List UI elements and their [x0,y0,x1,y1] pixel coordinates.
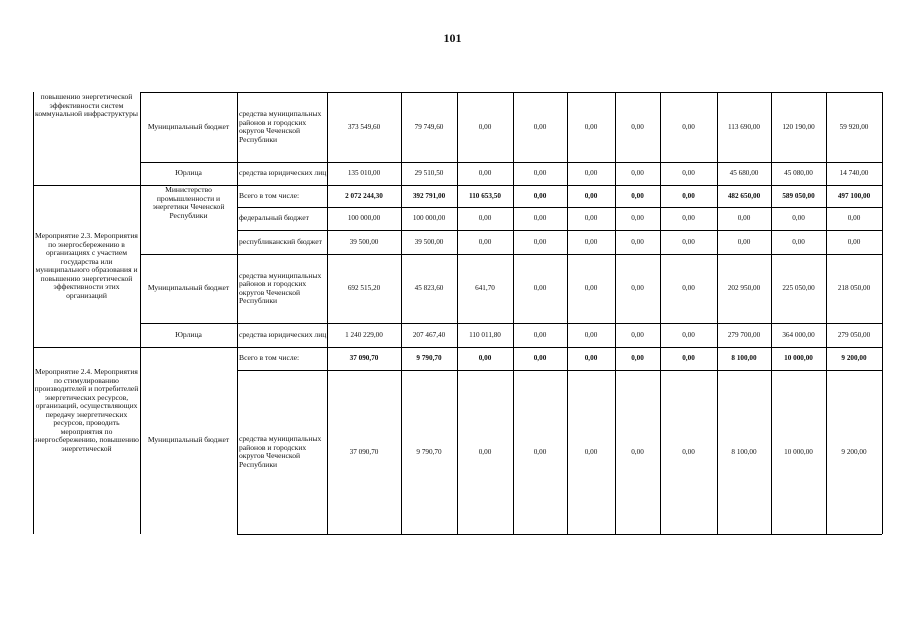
measure-cell: повышению энергетической эффективности систем коммунальной инфраструктуры [35,92,138,118]
amount-cell: 110 653,50 [469,191,501,200]
executor-cell: Юрлица [175,168,202,178]
amount-cell: 0,00 [682,354,695,363]
amount-cell: 225 050,00 [782,284,815,293]
amount-cell: 0,00 [847,237,861,246]
executor-cell: Юрлица [175,329,202,339]
amount-cell: 392 791,00 [412,191,446,200]
amount-cell: 0,00 [533,354,547,363]
executor-cell: Министерство промышленности и энергетики Чеченской Республики [152,185,225,220]
grid-line [567,92,568,534]
amount-cell: 279 050,00 [837,330,871,339]
amount-cell: 202 950,00 [727,284,761,293]
amount-cell: 45 680,00 [729,169,759,178]
grid-line [33,185,882,186]
amount-cell: 0,00 [682,330,695,339]
amount-cell: 9 200,00 [841,354,867,363]
amount-cell: 0,00 [533,284,547,293]
amount-cell: 37 090,70 [349,447,379,456]
amount-cell: 0,00 [737,214,751,223]
amount-cell: 0,00 [584,122,598,131]
amount-cell: 0,00 [584,191,598,200]
measure-cell: Мероприятие 2.4. Мероприятия по стимулированию производителей и потребителей энергетических ресурсов, организаций, осуществляющих передачу энергетических ресурсов, проводить мероприятия по энергосбережению, повышению энергетической [34,367,139,453]
amount-cell: 482 650,00 [727,191,761,200]
amount-cell: 0,00 [533,214,547,223]
amount-cell: 0,00 [584,284,598,293]
amount-cell: 8 100,00 [731,354,757,363]
grid-line [826,92,827,534]
grid-line [513,92,514,534]
funding-source-cell: средства юридических лиц [239,329,327,339]
amount-cell: 0,00 [737,237,751,246]
grid-line [457,92,458,534]
amount-cell: 0,00 [682,169,695,178]
amount-cell: 0,00 [682,237,695,246]
grid-line [615,92,616,534]
grid-line [882,92,883,534]
amount-cell: 0,00 [682,122,695,131]
grid-line [660,92,661,534]
amount-cell: 0,00 [631,122,644,131]
amount-cell: 641,70 [475,284,495,293]
amount-cell: 0,00 [682,191,695,200]
amount-cell: 10 000,00 [784,354,813,363]
amount-cell: 9 790,70 [416,354,442,363]
grid-line [140,92,882,93]
amount-cell: 0,00 [792,237,805,246]
amount-cell: 0,00 [478,214,492,223]
amount-cell: 120 190,00 [782,122,815,131]
funding-source-cell: средства муниципальных районов и городских округов Чеченской Республики [239,109,322,144]
amount-cell: 373 549,60 [347,122,381,131]
amount-cell: 218 050,00 [837,284,871,293]
amount-cell: 110 011,80 [469,330,501,339]
amount-cell: 0,00 [478,122,492,131]
amount-cell: 39 500,00 [414,237,444,246]
executor-cell: Муниципальный бюджет [147,283,230,293]
funding-source-cell: Всего в том числе: [239,353,300,363]
amount-cell: 100 000,00 [347,214,381,223]
grid-line [717,92,718,534]
funding-source-cell: федеральный бюджет [239,213,309,223]
amount-cell: 113 690,00 [727,122,761,131]
funding-source-cell: Всего в том числе: [239,190,300,200]
amount-cell: 79 749,60 [414,122,444,131]
amount-cell: 497 100,00 [837,191,871,200]
amount-cell: 279 700,00 [727,330,761,339]
amount-cell: 39 500,00 [349,237,379,246]
grid-line [33,347,882,348]
amount-cell: 0,00 [478,354,492,363]
amount-cell: 0,00 [584,447,598,456]
amount-cell: 0,00 [631,447,644,456]
amount-cell: 45 080,00 [784,169,813,178]
amount-cell: 0,00 [682,447,695,456]
amount-cell: 0,00 [584,330,598,339]
amount-cell: 0,00 [533,191,547,200]
grid-line [237,207,882,208]
funding-source-cell: средства муниципальных районов и городских округов Чеченской Республики [239,434,322,469]
amount-cell: 0,00 [478,169,492,178]
amount-cell: 100 000,00 [412,214,446,223]
page-number: 101 [443,31,462,45]
amount-cell: 10 000,00 [784,447,813,456]
grid-line [140,162,882,163]
amount-cell: 0,00 [533,447,547,456]
amount-cell: 9 790,70 [416,447,442,456]
amount-cell: 37 090,70 [349,354,379,363]
amount-cell: 8 100,00 [731,447,757,456]
amount-cell: 2 072 244,30 [345,191,383,200]
amount-cell: 0,00 [792,214,805,223]
measure-cell: Мероприятие 2.3. Мероприятия по энергосбережению в организациях с участием государства или муниципального образования и повышению энергетической эффективности этих организаций [35,231,138,300]
grid-line [140,323,882,324]
executor-cell: Муниципальный бюджет [147,435,230,445]
amount-cell: 364 000,00 [782,330,815,339]
grid-line [327,92,328,534]
amount-cell: 14 740,00 [839,169,869,178]
amount-cell: 0,00 [478,237,492,246]
grid-line [237,92,238,534]
amount-cell: 207 467,40 [412,330,446,339]
amount-cell: 0,00 [631,237,644,246]
amount-cell: 0,00 [584,354,598,363]
funding-source-cell: средства юридических лиц [239,168,327,178]
amount-cell: 1 240 229,00 [345,330,383,339]
grid-line [771,92,772,534]
grid-line [140,92,141,534]
amount-cell: 0,00 [847,214,861,223]
amount-cell: 0,00 [682,284,695,293]
amount-cell: 9 200,00 [841,447,867,456]
amount-cell: 692 515,20 [347,284,381,293]
funding-source-cell: средства муниципальных районов и городских округов Чеченской Республики [239,270,322,305]
amount-cell: 0,00 [631,354,644,363]
amount-cell: 0,00 [682,214,695,223]
amount-cell: 0,00 [584,237,598,246]
amount-cell: 589 050,00 [782,191,815,200]
grid-line [401,92,402,534]
amount-cell: 0,00 [533,169,547,178]
grid-line [33,92,34,534]
grid-line [140,254,882,255]
amount-cell: 0,00 [631,191,644,200]
amount-cell: 0,00 [533,237,547,246]
amount-cell: 0,00 [584,214,598,223]
funding-source-cell: республиканский бюджет [239,236,322,246]
amount-cell: 0,00 [584,169,598,178]
amount-cell: 29 510,50 [414,169,444,178]
grid-line [237,370,882,371]
amount-cell: 45 823,60 [414,284,444,293]
amount-cell: 0,00 [631,330,644,339]
amount-cell: 59 920,00 [839,122,869,131]
amount-cell: 0,00 [631,214,644,223]
grid-line [237,534,882,535]
amount-cell: 0,00 [533,122,547,131]
amount-cell: 0,00 [478,447,492,456]
grid-line [237,230,882,231]
amount-cell: 0,00 [631,169,644,178]
amount-cell: 0,00 [533,330,547,339]
amount-cell: 0,00 [631,284,644,293]
amount-cell: 135 010,00 [347,169,381,178]
executor-cell: Муниципальный бюджет [147,121,230,131]
